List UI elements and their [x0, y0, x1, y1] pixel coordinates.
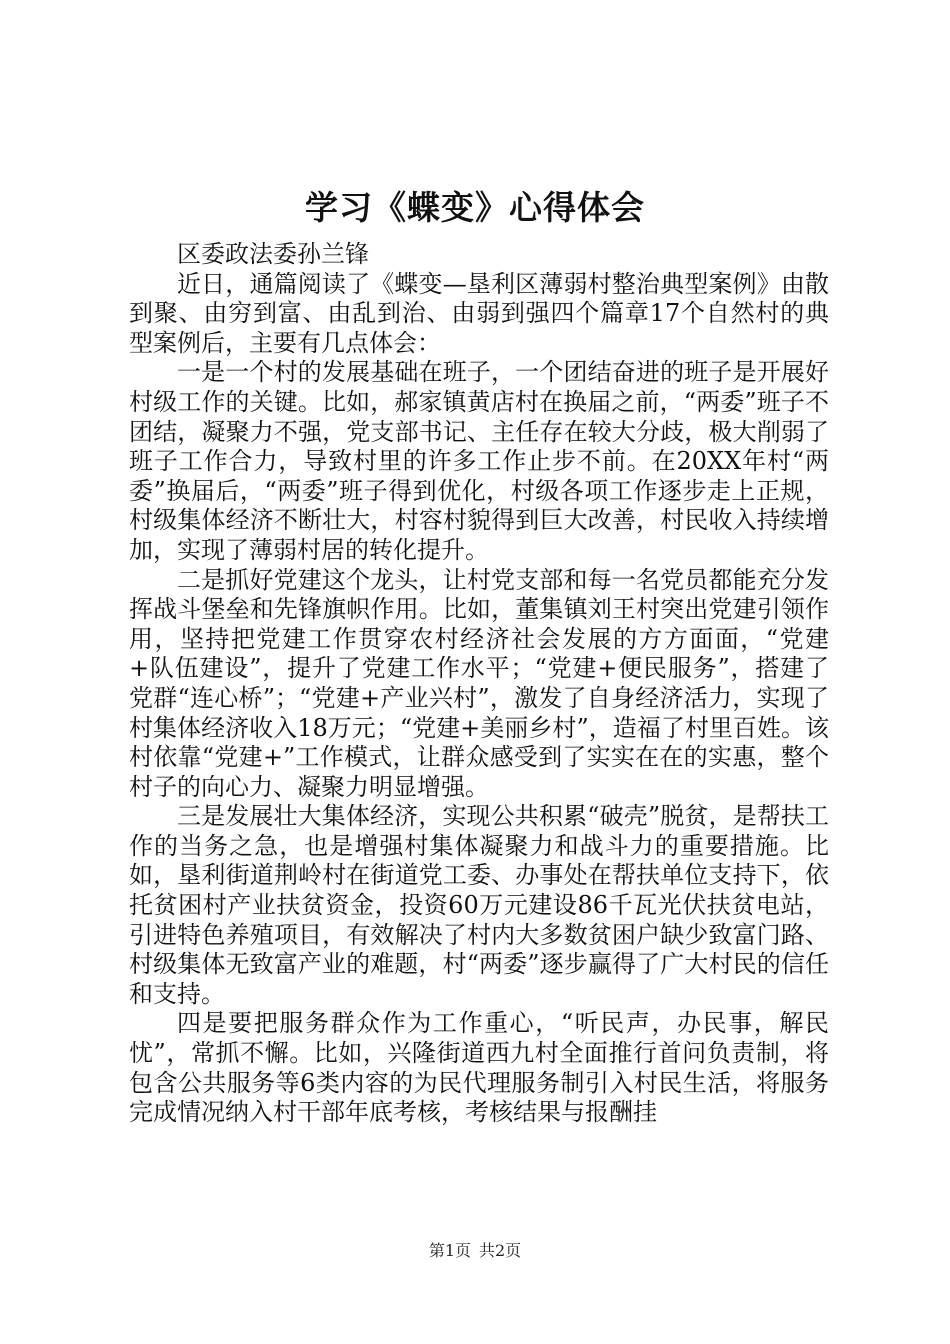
- paragraph-point-one: 一是一个村的发展基础在班子，一个团结奋进的班子是开展好村级工作的关键。比如，郝家镇黄店村在换届之前，“两委”班子不团结，凝聚力不强，党支部书记、主任存在较大分歧，极大削弱了班子工作合力，导致村里的许多工作止步不前。在20XX年村“两委”换届后，“两委”班子得到优化，村级各项工作逐步走上正规，村级集体经济不断壮大，村容村貌得到巨大改善，村民收入持续增加，实现了薄弱村居的转化提升。: [129, 358, 829, 564]
- paragraph-point-three: 三是发展壮大集体经济，实现公共积累“破壳”脱贫，是帮扶工作的当务之急，也是增强村集体凝聚力和战斗力的重要措施。比如，垦利街道荆岭村在街道党工委、办事处在帮扶单位支持下，依托贫困村产业扶贫资金，投资60万元建设86千瓦光伏扶贫电站，引进特色养殖项目，有效解决了村内大多数贫困户缺少致富门路、村级集体无致富产业的难题，村“两委”逐步赢得了广大村民的信任和支持。: [129, 802, 829, 1008]
- document-body: [129, 240, 829, 1128]
- author-line: 区委政法委孙兰锋: [177, 240, 369, 268]
- page-footer: [0, 1240, 950, 1262]
- page-number-total: 共2页: [479, 1241, 522, 1260]
- page-number-current: 第1页: [428, 1241, 471, 1260]
- paragraph-point-four: 四是要把服务群众作为工作重心，“听民声，办民事，解民忧”，常抓不懈。比如，兴隆街道西九村全面推行首问负责制，将包含公共服务等6类内容的为民代理服务制引入村民生活，将服务完成情况纳入村干部年底考核，考核结果与报酬挂: [129, 1009, 829, 1127]
- document-title: 学习《蝶变》心得体会: [305, 188, 645, 227]
- paragraph-point-two: 二是抓好党建这个龙头，让村党支部和每一名党员都能充分发挥战斗堡垒和先锋旗帜作用。比如，董集镇刘王村突出党建引领作用，坚持把党建工作贯穿农村经济社会发展的方方面面，“党建+队伍建设”，提升了党建工作水平；“党建+便民服务”，搭建了党群“连心桥”；“党建+产业兴村”，激发了自身经济活力，实现了村集体经济收入18万元；“党建+美丽乡村”，造福了村里百姓。该村依靠“党建+”工作模式，让群众感受到了实实在在的实惠，整个村子的向心力、凝聚力明显增强。: [129, 565, 829, 801]
- paragraph-intro: 近日，通篇阅读了《蝶变—垦利区薄弱村整治典型案例》由散到聚、由穷到富、由乱到治、由弱到强四个篇章17个自然村的典型案例后，主要有几点体会：: [129, 269, 829, 357]
